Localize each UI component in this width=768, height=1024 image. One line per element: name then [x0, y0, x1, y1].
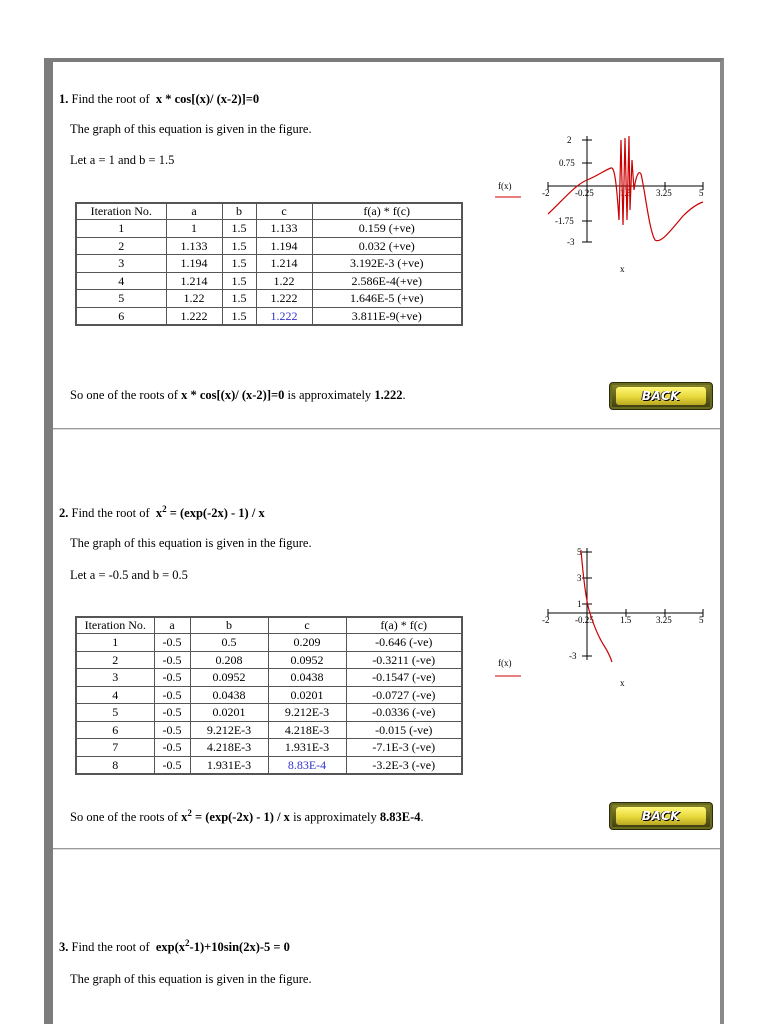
table-cell: -0.5 [154, 756, 190, 774]
fx-label: f(x) [498, 181, 512, 191]
x-tick-label: -2 [542, 615, 550, 625]
table-cell: 1.5 [222, 255, 256, 273]
table-cell: 9.212E-3 [190, 721, 268, 739]
table-row [76, 272, 462, 290]
table-cell: 1.222 [166, 307, 222, 325]
table-cell: 0.209 [268, 634, 346, 652]
table-cell: 2.586E-4(+ve) [312, 272, 462, 290]
table-header-row [76, 203, 462, 220]
table-cell: -0.5 [154, 634, 190, 652]
x-tick-label: 5 [699, 615, 704, 625]
problem-2-interval: Let a = -0.5 and b = 0.5 [70, 568, 188, 582]
function-curve [581, 550, 612, 662]
table-row [76, 739, 462, 757]
table-cell: 9.212E-3 [268, 704, 346, 722]
x-tick-label: -0.25 [575, 188, 594, 198]
table-cell: -0.5 [154, 686, 190, 704]
fx-label: f(x) [498, 658, 512, 668]
table-cell: 0.0438 [190, 686, 268, 704]
table-cell: 7 [76, 739, 154, 757]
x-tick-label: 5 [699, 188, 704, 198]
problem-2-iteration-table [75, 616, 463, 775]
table-cell: -0.646 (-ve) [346, 634, 462, 652]
table-cell: 1.214 [256, 255, 312, 273]
table-cell: 0.032 (+ve) [312, 237, 462, 255]
table-cell: -0.5 [154, 651, 190, 669]
table-cell: 4 [76, 686, 154, 704]
table-cell: 3.192E-3 (+ve) [312, 255, 462, 273]
y-tick-label: 3 [577, 573, 582, 583]
y-tick-label: 1 [577, 599, 582, 609]
table-cell: -0.015 (-ve) [346, 721, 462, 739]
y-tick-label: -1.75 [555, 216, 574, 226]
table-cell: 1.222 [256, 290, 312, 308]
x-axis-label: x [620, 678, 625, 688]
table-cell: -0.1547 (-ve) [346, 669, 462, 687]
x-tick-label: -2 [542, 188, 550, 198]
table-cell: 4.218E-3 [190, 739, 268, 757]
problem-2-conclusion: So one of the roots of $x^2 = (\exp(-2x) - 1) / x$ is approximately 8.83E-4. [70, 808, 424, 824]
problem-1-conclusion: So one of the roots of x * cos[(x)/ (x-2)]=0 is approximately 1.222. [70, 388, 406, 402]
x-axis-label: x [620, 264, 625, 274]
table-row [76, 651, 462, 669]
table-cell: 2 [76, 237, 166, 255]
table-cell: 5 [76, 704, 154, 722]
table-cell: 1 [76, 634, 154, 652]
table-cell: 1.5 [222, 237, 256, 255]
header-a: a [166, 203, 222, 220]
header-c: c [256, 203, 312, 220]
table-cell: 3 [76, 669, 154, 687]
table-cell: 1.22 [166, 290, 222, 308]
header-b: b [190, 617, 268, 634]
table-cell: -0.0336 (-ve) [346, 704, 462, 722]
problem-1-graph-text: The graph of this equation is given in the figure. [70, 122, 312, 136]
header-iteration: Iteration No. [76, 203, 166, 220]
table-cell: 1.194 [256, 237, 312, 255]
problem-2-graph [493, 544, 713, 694]
table-cell: 5 [76, 290, 166, 308]
table-cell: 4 [76, 272, 166, 290]
table-cell: 0.208 [190, 651, 268, 669]
table-cell: -0.3211 (-ve) [346, 651, 462, 669]
problem-1-iteration-table [75, 202, 463, 326]
table-cell: -0.5 [154, 704, 190, 722]
table-cell: 6 [76, 307, 166, 325]
table-cell: -0.5 [154, 669, 190, 687]
section-divider [53, 428, 720, 430]
table-cell: 4.218E-3 [268, 721, 346, 739]
table-cell: 1.5 [222, 220, 256, 238]
problem-1-interval: Let a = 1 and b = 1.5 [70, 153, 175, 167]
problem-3-heading: 3. Find the root of $\exp(x^2-1)+10\sin(2x)-5 = 0$ [59, 938, 290, 954]
table-cell: 1.5 [222, 290, 256, 308]
problem-1-graph [493, 130, 713, 280]
table-cell: 1 [76, 220, 166, 238]
table-cell: 1 [166, 220, 222, 238]
table-cell: 1.214 [166, 272, 222, 290]
table-row [76, 756, 462, 774]
table-row [76, 307, 462, 325]
table-cell: 1.646E-5 (+ve) [312, 290, 462, 308]
x-tick-label: 3.25 [656, 188, 672, 198]
table-cell: -0.5 [154, 721, 190, 739]
x-tick-label: 1.5 [620, 615, 632, 625]
header-c: c [268, 617, 346, 634]
table-cell: 1.133 [166, 237, 222, 255]
table-row [76, 669, 462, 687]
section-divider [53, 848, 720, 850]
table-header-row [76, 617, 462, 634]
back-button[interactable]: BACK [609, 382, 713, 410]
table-cell: -3.2E-3 (-ve) [346, 756, 462, 774]
y-tick-label: -3 [569, 651, 577, 661]
header-product: f(a) * f(c) [346, 617, 462, 634]
table-cell: 1.5 [222, 272, 256, 290]
table-cell: 0.0438 [268, 669, 346, 687]
problem-3-graph-text: The graph of this equation is given in the figure. [70, 972, 312, 986]
table-row [76, 704, 462, 722]
problem-1-heading: 1. Find the root of x * cos[(x)/ (x-2)]=0 [59, 92, 260, 106]
table-cell: 6 [76, 721, 154, 739]
y-tick-label: 2 [567, 135, 572, 145]
table-cell: -0.5 [154, 739, 190, 757]
table-cell: 1.931E-3 [190, 756, 268, 774]
table-row [76, 290, 462, 308]
header-a: a [154, 617, 190, 634]
table-cell: 2 [76, 651, 154, 669]
x-tick-label: 1.5 [620, 188, 632, 198]
document-frame [44, 58, 724, 1024]
table-cell: 0.0952 [190, 669, 268, 687]
table-cell: 1.22 [256, 272, 312, 290]
table-cell: 1.194 [166, 255, 222, 273]
table-cell: 8.83E-4 [268, 756, 346, 774]
y-tick-label: 0.75 [559, 158, 575, 168]
problem-2-graph-text: The graph of this equation is given in the figure. [70, 536, 312, 550]
table-cell: 3.811E-9(+ve) [312, 307, 462, 325]
header-b: b [222, 203, 256, 220]
table-row [76, 255, 462, 273]
table-cell: 3 [76, 255, 166, 273]
x-tick-label: -0.25 [575, 615, 594, 625]
x-tick-label: 3.25 [656, 615, 672, 625]
table-cell: 0.0201 [190, 704, 268, 722]
header-iteration: Iteration No. [76, 617, 154, 634]
y-tick-label: 5 [577, 547, 582, 557]
table-cell: 0.159 (+ve) [312, 220, 462, 238]
table-cell: 0.5 [190, 634, 268, 652]
table-cell: 0.0952 [268, 651, 346, 669]
problem-2-heading: 2. Find the root of $x^2 = (\exp(-2x) - 1) / x$ [59, 504, 265, 520]
table-cell: -7.1E-3 (-ve) [346, 739, 462, 757]
table-cell: 1.222 [256, 307, 312, 325]
table-cell: 1.5 [222, 307, 256, 325]
table-cell: -0.0727 (-ve) [346, 686, 462, 704]
header-product: f(a) * f(c) [312, 203, 462, 220]
table-cell: 0.0201 [268, 686, 346, 704]
table-cell: 1.133 [256, 220, 312, 238]
table-cell: 8 [76, 756, 154, 774]
table-row [76, 721, 462, 739]
table-cell: 1.931E-3 [268, 739, 346, 757]
table-row [76, 634, 462, 652]
table-row [76, 686, 462, 704]
back-button[interactable]: BACK [609, 802, 713, 830]
y-tick-label: -3 [567, 237, 575, 247]
table-row [76, 220, 462, 238]
table-row [76, 237, 462, 255]
